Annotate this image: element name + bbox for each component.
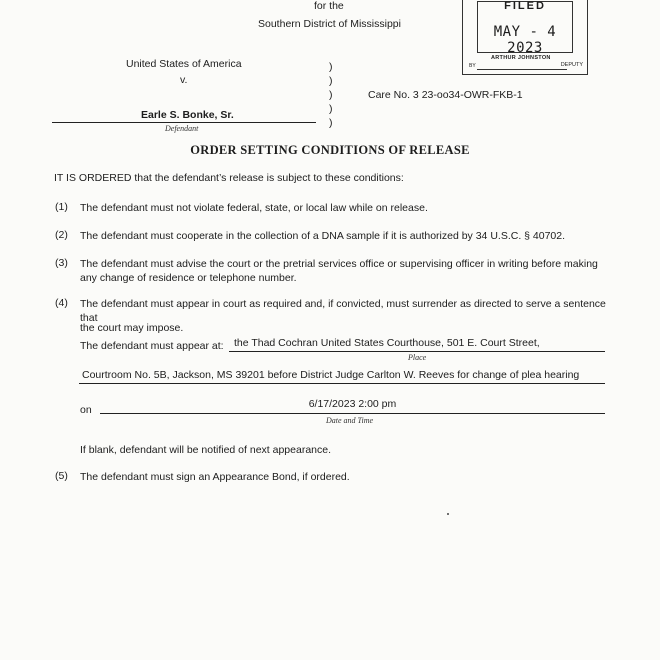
condition-2-text: The defendant must cooperate in the collection of a DNA sample if it is authorized by 34 U.S.C. § 40702. — [80, 230, 566, 242]
caption-parentheses — [329, 60, 333, 130]
condition-2-number: (2) — [55, 229, 68, 241]
condition-4-number: (4) — [55, 297, 68, 309]
order-intro: IT IS ORDERED that the defendant’s release is subject to these conditions: — [54, 172, 404, 184]
appearance-place-line2: Courtroom No. 5B, Jackson, MS 39201 before District Judge Carlton W. Reeves for change of plea hearing — [82, 369, 580, 381]
caption-versus: v. — [180, 74, 188, 86]
court-header-for-the: for the — [314, 0, 344, 12]
condition-3-number: (3) — [55, 257, 68, 269]
case-number: Care No. 3 23-oo34-OWR-FKB-1 — [368, 89, 523, 101]
condition-1-text: The defendant must not violate federal, state, or local law while on release. — [80, 202, 428, 214]
date-underline — [100, 413, 605, 414]
appear-at-label: The defendant must appear at: — [80, 340, 224, 352]
date-time-label: Date and Time — [326, 416, 374, 425]
blank-notice: If blank, defendant will be notified of next appearance. — [80, 444, 332, 456]
stamp-filed-label: FILED — [504, 0, 546, 12]
caption-paren: ) — [329, 103, 333, 115]
caption-paren: ) — [329, 117, 333, 129]
stamp-by-label: BY — [469, 63, 476, 69]
caption-paren: ) — [329, 89, 333, 101]
caption-defendant-name: Earle S. Bonke, Sr. — [141, 109, 234, 121]
caption-plaintiff: United States of America — [126, 58, 242, 70]
filed-stamp — [462, 0, 588, 75]
condition-4-text-line1: The defendant must appear in court as required and, if convicted, must surrender as directed to serve a sentence that — [80, 298, 606, 324]
condition-4-text-line2: the court may impose. — [80, 322, 184, 334]
court-district: Southern District of Mississippi — [258, 18, 401, 30]
stamp-deputy-label: DEPUTY — [560, 62, 583, 68]
stamp-date: MAY - 4 2023 — [493, 24, 557, 56]
caption-paren: ) — [329, 75, 333, 87]
on-label: on — [80, 404, 92, 416]
condition-3-text: The defendant must advise the court or the pretrial services office or supervising officer in writing before making any change of residence or telephone number. — [80, 258, 598, 284]
caption-paren: ) — [329, 61, 333, 73]
condition-5-number: (5) — [55, 470, 68, 482]
place-underline-2 — [79, 383, 605, 384]
stamp-clerk-name: ARTHUR JOHNSTON — [491, 55, 551, 61]
condition-1-number: (1) — [55, 201, 68, 213]
place-label: Place — [408, 353, 427, 362]
stamp-inner-box — [477, 0, 573, 56]
appearance-place-line1: the Thad Cochran United States Courthouse, 501 E. Court Street, — [234, 337, 540, 349]
caption-defendant-label: Defendant — [165, 124, 199, 133]
appearance-date-time: 6/17/2023 2:00 pm — [308, 398, 397, 410]
condition-5-text: The defendant must sign an Appearance Bond, if ordered. — [80, 471, 350, 483]
stray-mark — [447, 513, 449, 515]
place-underline-1 — [229, 351, 605, 352]
document-title: ORDER SETTING CONDITIONS OF RELEASE — [190, 143, 470, 157]
caption-divider-line — [52, 122, 316, 123]
stamp-signature-line — [477, 69, 567, 70]
